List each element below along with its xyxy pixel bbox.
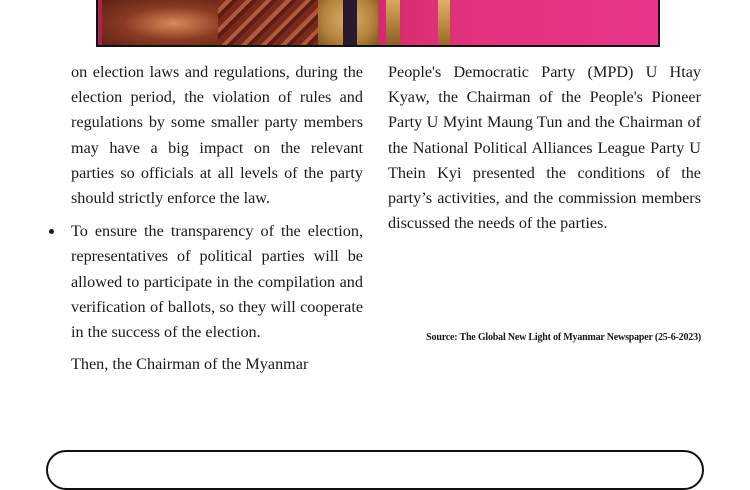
person-legs [343, 0, 357, 47]
source-citation: Source: The Global New Light of Myanmar Newspaper (25-6-2023) [426, 332, 701, 343]
patterned-cushion [218, 0, 318, 47]
then-paragraph: Then, the Chairman of the Myanmar [71, 355, 309, 374]
bullet-dot-icon [49, 229, 54, 234]
chair-leg-2 [438, 0, 450, 47]
bullet-item [71, 219, 363, 345]
right-column [388, 60, 701, 236]
right-paragraph: People's Democratic Party (MPD) U Htay Kyaw, the Chairman of the People's Pioneer Party U Myint Maung Tun and the Chairman of the National Political Alliances League Party U Thein Kyi presented the conditions of the party’s activities, and the commission members discussed the needs of the parties. [388, 63, 701, 233]
left-continuation-paragraph: on election laws and regulations, during the election period, the violation of rules and regulations by some smaller party members may have a big impact on the relevant parties so officials at all levels of the party should strictly enforce the law. [71, 63, 363, 208]
left-column [71, 60, 363, 377]
chair-leg-1 [386, 0, 400, 47]
ornate-chair-left [102, 0, 222, 47]
meeting-photo [96, 0, 660, 47]
next-section-box [46, 450, 704, 490]
bullet-text: To ensure the transparency of the election, representatives of political parties will be allowed to participate in the compilation and verification of ballots, so they will cooperate in the success of the election. [71, 222, 363, 342]
